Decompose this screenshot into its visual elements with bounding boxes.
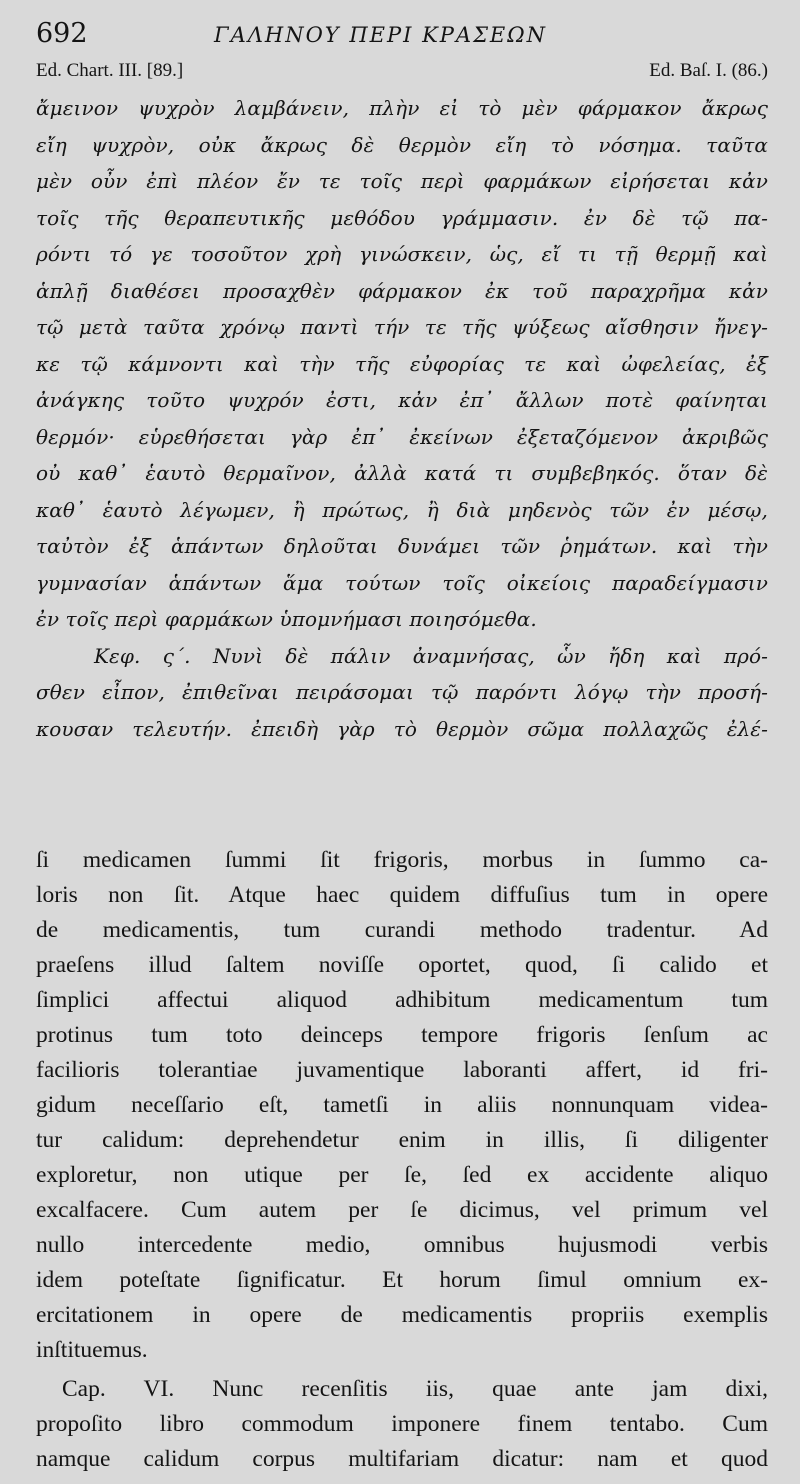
greek-line: ἐν τοῖς περὶ φαρμάκων ὑπομνήμασι ποιησόμεθα. xyxy=(36,607,537,631)
latin-line: namque calidum corpus multifariam dicatur: nam et quod xyxy=(36,1446,768,1472)
latin-line: tur calidum: deprehendetur enim in illis, ſi diligenter xyxy=(36,1127,768,1153)
greek-chapter-heading-line: Κεφ. ς΄. Νυνὶ δὲ πάλιν ἀναμνήσας, ὧν ἤδη καὶ πρό- xyxy=(94,643,768,668)
latin-line: nullo intercedente medio, omnibus hujusmodi verbis xyxy=(36,1232,768,1258)
page-number: 692 xyxy=(36,18,88,49)
greek-line: γυμνασίαν ἁπάντων ἅμα τούτων τοῖς οἰκείοις παραδείγμασιν xyxy=(36,570,768,595)
greek-paragraph-1 xyxy=(36,90,768,638)
greek-line: κε τῷ κάμνοντι καὶ τὴν τῆς εὐφορίας τε καὶ ὠφελείας, ἐξ xyxy=(36,351,768,376)
greek-text-block xyxy=(36,90,768,747)
latin-line: excalfacere. Cum autem per ſe dicimus, vel primum vel xyxy=(36,1197,768,1223)
greek-line: ταὐτὸν ἐξ ἁπάντων δηλοῦται δυνάμει τῶν ῥημάτων. καὶ τὴν xyxy=(36,534,768,558)
latin-paragraph-2 xyxy=(36,1372,768,1477)
latin-line: facilioris tolerantiae juvamentique laboranti affert, id fri- xyxy=(36,1057,768,1083)
greek-line: εἴη ψυχρὸν, οὐκ ἄκρως δὲ θερμὸν εἴη τὸ νόσημα. ταῦτα xyxy=(36,132,768,157)
latin-line: praeſens illud ſaltem noviſſe oportet, quod, ſi calido et xyxy=(36,952,768,978)
latin-paragraph-1 xyxy=(36,843,768,1368)
edition-reference-line xyxy=(36,60,768,90)
latin-line: ſimplici affectui aliquod adhibitum medicamentum tum xyxy=(36,987,768,1013)
page-header xyxy=(36,18,768,62)
latin-text-block xyxy=(36,843,768,1477)
greek-paragraph-2 xyxy=(36,638,768,748)
greek-line: τοῖς τῆς θεραπευτικῆς μεθόδου γράμμασιν. ἐν δὲ τῷ πα- xyxy=(36,205,768,230)
greek-line: μὲν οὖν ἐπὶ πλέον ἔν τε τοῖς περὶ φαρμάκων εἰρήσεται κἀν xyxy=(36,169,768,193)
greek-line: θερμόν· εὑρεθήσεται γὰρ ἐπ᾽ ἐκείνων ἐξεταζόμενον ἀκριβῶς xyxy=(36,424,768,449)
greek-line: ἀνάγκης τοῦτο ψυχρόν ἐστι, κἀν ἐπ᾽ ἄλλων ποτὲ φαίνηται xyxy=(36,388,768,412)
greek-line: κουσαν τελευτήν. ἐπειδὴ γὰρ τὸ θερμὸν σῶμα πολλαχῶς ἐλέ- xyxy=(36,716,768,741)
latin-line: idem poteſtate ſignificatur. Et horum ſimul omnium ex- xyxy=(36,1267,768,1293)
running-title: ΓΑΛΗΝΟΥ ΠΕΡΙ ΚΡΑΣΕΩΝ xyxy=(214,23,548,47)
latin-line: loris non ſit. Atque haec quidem diffuſius tum in opere xyxy=(36,882,768,908)
greek-line: ἁπλῇ διαθέσει προσαχθὲν φάρμακον ἐκ τοῦ παραχρῆμα κἀν xyxy=(36,278,768,303)
latin-line: gidum neceſſario eſt, tametſi in aliis nonnunquam videa- xyxy=(36,1092,768,1118)
latin-line: protinus tum toto deinceps tempore frigoris ſenſum ac xyxy=(36,1022,768,1048)
edition-reference-right: Ed. Baſ. I. (86.) xyxy=(649,60,768,81)
latin-line: exploretur, non utique per ſe, ſed ex accidente aliquo xyxy=(36,1162,768,1188)
greek-line: σθεν εἶπον, ἐπιθεῖναι πειράσομαι τῷ παρόντι λόγῳ τὴν προσή- xyxy=(36,680,768,704)
latin-line: ercitationem in opere de medicamentis propriis exemplis xyxy=(36,1302,768,1328)
latin-line: de medicamentis, tum curandi methodo tradentur. Ad xyxy=(36,917,768,943)
latin-line: propoſito libro commodum imponere finem tentabo. Cum xyxy=(36,1411,768,1437)
greek-line: ρόντι τό γε τοσοῦτον χρὴ γινώσκειν, ὡς, εἴ τι τῇ θερμῇ καὶ xyxy=(36,242,768,266)
greek-line: καθ᾽ ἑαυτὸ λέγωμεν, ἢ πρώτως, ἢ διὰ μηδενὸς τῶν ἐν μέσῳ, xyxy=(36,497,768,522)
latin-line: ſi medicamen ſummi ſit frigoris, morbus in ſummo ca- xyxy=(36,847,768,873)
greek-line: τῷ μετὰ ταῦτα χρόνῳ παντὶ τήν τε τῆς ψύξεως αἴσθησιν ἤνεγ- xyxy=(36,315,768,339)
greek-line: ἄμεινον ψυχρὸν λαμβάνειν, πλὴν εἰ τὸ μὲν φάρμακον ἄκρως xyxy=(36,96,768,120)
latin-chapter-heading-line: Cap. VI. Nunc recenſitis iis, quae ante jam dixi, xyxy=(62,1376,768,1402)
column-gap xyxy=(36,747,768,843)
latin-line: inſtituemus. xyxy=(36,1337,148,1363)
greek-line: οὐ καθ᾽ ἑαυτὸ θερμαῖνον, ἀλλὰ κατά τι συμβεβηκός. ὅταν δὲ xyxy=(36,461,768,485)
edition-reference-left: Ed. Chart. III. [89.] xyxy=(36,60,184,81)
